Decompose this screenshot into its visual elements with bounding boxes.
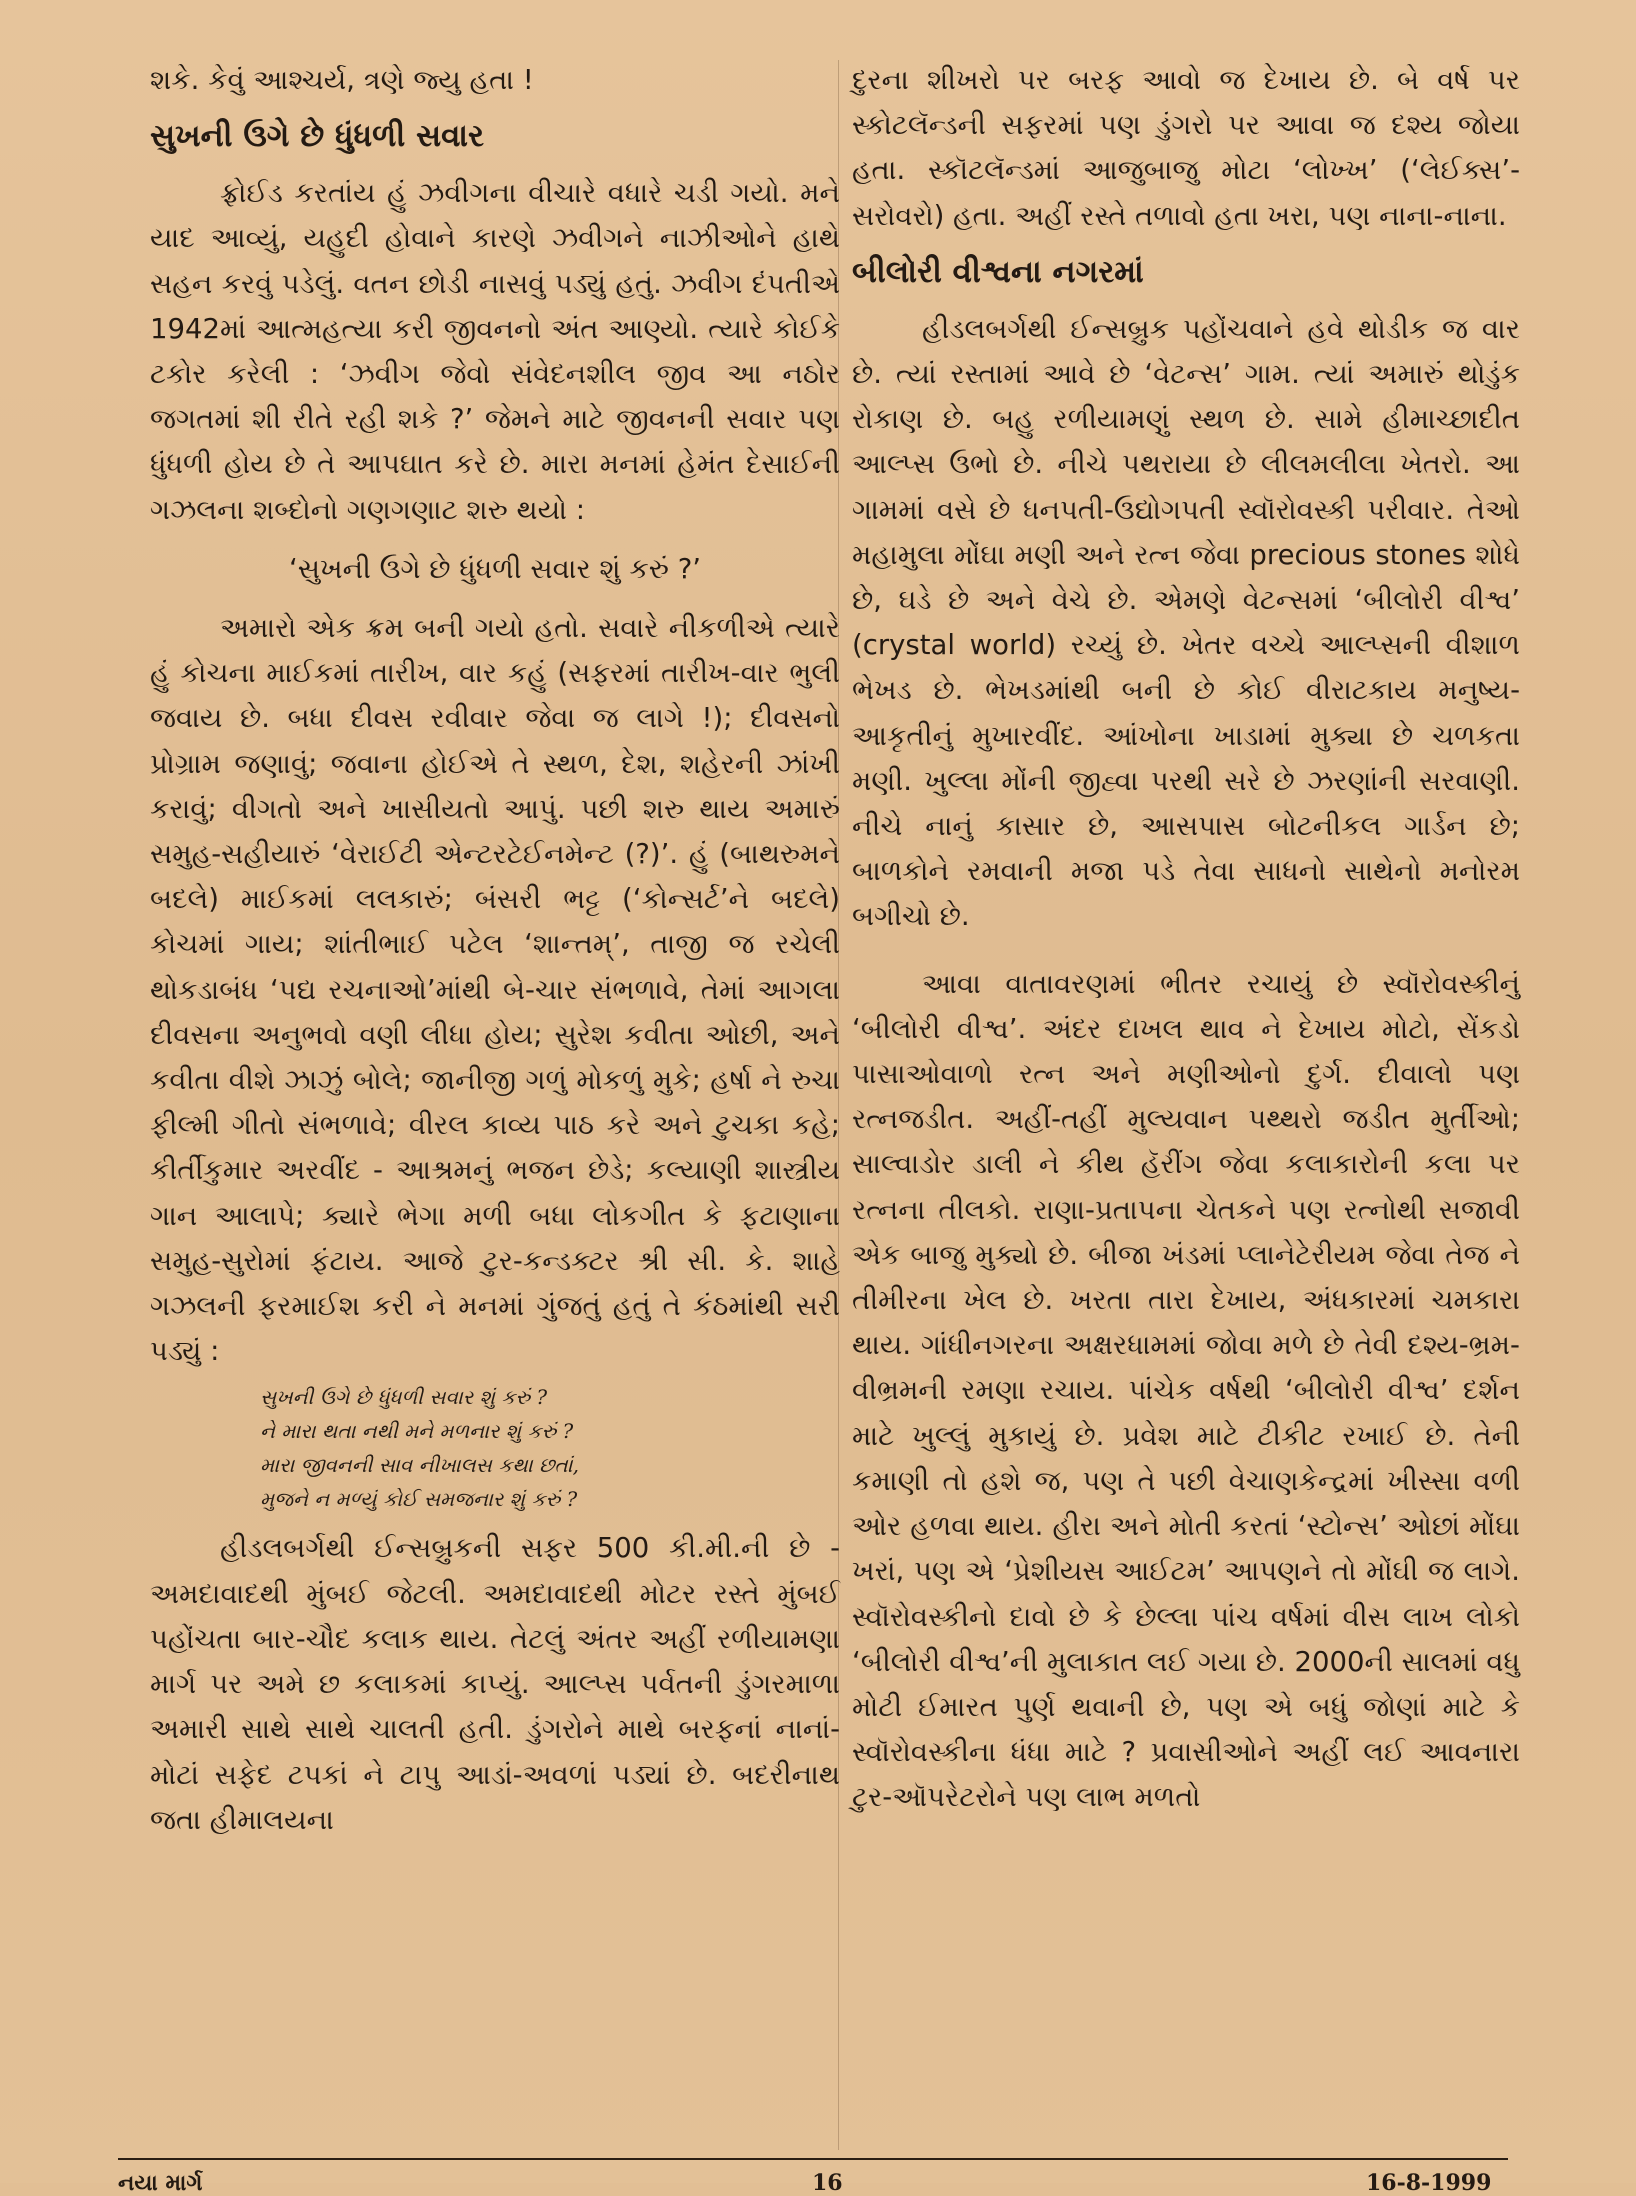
poem-block bbox=[260, 1380, 840, 1516]
left-column bbox=[150, 58, 840, 1843]
column-divider bbox=[838, 60, 839, 2150]
section-heading: સુખની ઉગે છે ધુંધળી સવાર bbox=[150, 118, 485, 155]
paragraph: અમારો એક ક્રમ બની ગયો હતો. સવારે નીકળીએ ત્યારે હું કોચના માઈકમાં તારીખ, વાર કહું (સફરમાં તારીખ-વાર ભુલી જવાય છે. બધા દીવસ રવીવાર જેવા જ લાગે !); દીવસનો પ્રોગ્રામ જણાવું; જવાના હોઈએ તે સ્થળ, દેશ, શહેરની ઝાંખી કરાવું; વીગતો અને ખાસીયતો આપું. પછી શરુ થાય અમારું સમુહ-સહીયારું ‘વેરાઈટી એન્ટરટેઈનમેન્ટ (?)’. હું (બાથરુમને બદલે) માઈકમાં લલકારું; બંસરી ભટ્ટ (‘કોન્સર્ટ’ને બદલે) કોચમાં ગાય; શાંતીભાઈ પટેલ ‘શાન્તમ્’, તાજી જ રચેલી થોકડાબંધ ‘પદ્ય રચનાઓ’માંથી બે-ચાર સંભળાવે, તેમાં આગલા દીવસના અનુભવો વણી લીધા હોય; સુરેશ કવીતા ઓછી, અને કવીતા વીશે ઝાઝું બોલે; જાનીજી ગળું મોકળું મુકે; હર્ષા ને રુચા ફીલ્મી ગીતો સંભળાવે; વીરલ કાવ્ય પાઠ કરે અને ટુચકા કહે; કીર્તીકુમાર અરવીંદ - આશ્રમનું ભજન છેડે; કલ્યાણી શાસ્ત્રીય ગાન આલાપે; ક્યારે ભેગા મળી બધા લોકગીત કે ફટાણાના સમુહ-સુરોમાં ફંટાય. આજે ટુર-કન્ડક્ટર શ્રી સી. કે. શાહે ગઝલની ફરમાઈશ કરી ને મનમાં ગુંજતું હતું તે કંઠમાંથી સરી પડ્યું : bbox=[150, 612, 840, 1368]
page-number: 16 bbox=[812, 2170, 843, 2196]
footer-rule bbox=[118, 2158, 1508, 2160]
poem-line: સુખની ઉગે છે ધુંધળી સવાર શું કરું ? bbox=[260, 1385, 548, 1410]
paragraph: ફ્રોઈડ કરતાંય હું ઝવીગના વીચારે વધારે ચડી ગયો. મને યાદ આવ્યું, યહુદી હોવાને કારણે ઝવીગને નાઝીઓને હાથે સહન કરવું પડેલું. વતન છોડી નાસવું પડ્યું હતું. ઝવીગ દંપતીએ 1942માં આત્મહત્યા કરી જીવનનો અંત આણ્યો. ત્યારે કોઈકે ટકોર કરેલી : ‘ઝવીગ જેવો સંવેદનશીલ જીવ આ નઠોર જગતમાં શી રીતે રહી શકે ?’ જેમને માટે જીવનની સવાર પણ ધુંધળી હોય છે તે આપઘાત કરે છે. મારા મનમાં હેમંત દેસાઈની ગઝલના શબ્દોનો ગણગણાટ શરુ થયો : bbox=[150, 177, 840, 526]
issue-date: 16-8-1999 bbox=[1366, 2170, 1492, 2196]
poem-line: મુજને ન મળ્યું કોઈ સમજનાર શું કરું ? bbox=[260, 1487, 578, 1512]
publication-name: નયા માર્ગ bbox=[118, 2170, 203, 2196]
paragraph: આવા વાતાવરણમાં ભીતર રચાયું છે સ્વૉરોવસ્કીનું ‘બીલોરી વીશ્વ’. અંદર દાખલ થાવ ને દેખાય મોટો, સેંકડો પાસાઓવાળો રત્ન અને મણીઓનો દુર્ગ. દીવાલો પણ રત્નજડીત. અહીં-તહીં મુલ્યવાન પથ્થરો જડીત મુર્તીઓ; સાલ્વાડોર ડાલી ને કીથ હૅરીંગ જેવા કલાકારોની કલા પર રત્નના તીલકો. રાણા-પ્રતાપના ચેતકને પણ રત્નોથી સજાવી એક બાજુ મુક્યો છે. બીજા ખંડમાં પ્લાનેટેરીયમ જેવા તેજ ને તીમીરના ખેલ છે. ખરતા તારા દેખાય, અંધકારમાં ચમકારા થાય. ગાંધીનગરના અક્ષરધામમાં જોવા મળે છે તેવી દશ્ય-ભ્રમ-વીભ્રમની રમણા રચાય. પાંચેક વર્ષથી ‘બીલોરી વીશ્વ’ દર્શન માટે ખુલ્લું મુકાયું છે. પ્રવેશ માટે ટીકીટ રખાઈ છે. તેની કમાણી તો હશે જ, પણ તે પછી વેચાણકેન્દ્રમાં ખીસ્સા વળી ઓર હળવા થાય. હીરા અને મોતી કરતાં ‘સ્ટોન્સ’ ઓછાં મોંઘા ખરાં, પણ એ ‘પ્રેશીયસ આઈટમ’ આપણને તો મોંઘી જ લાગે. સ્વૉરોવસ્કીનો દાવો છે કે છેલ્લા પાંચ વર્ષમાં વીસ લાખ લોકો ‘બીલોરી વીશ્વ’ની મુલાકાત લઈ ગયા છે. 2000ની સાલમાં વધુ મોટી ઈમારત પુર્ણ થવાની છે, પણ એ બધું જોણાં માટે કે સ્વૉરોવસ્કીના ધંધા માટે ? પ્રવાસીઓને અહીં લઈ આવનારા ટુર-ઑપરેટરોને પણ લાભ મળતો bbox=[852, 967, 1520, 1814]
right-column bbox=[852, 58, 1520, 1821]
paragraph: હીડલબર્ગથી ઈન્સબ્રુક પહોંચવાને હવે થોડીક જ વાર છે. ત્યાં રસ્તામાં આવે છે ‘વેટન્સ’ ગામ. ત્યાં અમારું થોડુંક રોકાણ છે. બહુ રળીયામણું સ્થળ છે. સામે હીમાચ્છાદીત આલ્પ્સ ઉભો છે. નીચે પથરાયા છે લીલમલીલા ખેતરો. આ ગામમાં વસે છે ધનપતી-ઉદ્યોગપતી સ્વૉરોવસ્કી પરીવાર. તેઓ મહામુલા મોંઘા મણી અને રત્ન જેવા precious stones શોધે છે, ઘડે છે અને વેચે છે. એમણે વેટન્સમાં ‘બીલોરી વીશ્વ’ (crystal world) રચ્યું છે. ખેતર વચ્ચે આલ્પ્સની વીશાળ ભેખડ છે. ભેખડમાંથી બની છે કોઈ વીરાટકાય મનુષ્ય-આકૃતીનું મુખારવીંદ. આંખોના ખાડામાં મુક્યા છે ચળકતા મણી. ખુલ્લા મોંની જીહ્વા પરથી સરે છે ઝરણાંની સરવાણી. નીચે નાનું કાસાર છે, આસપાસ બોટનીકલ ગાર્ડન છે; બાળકોને રમવાની મજા પડે તેવા સાધનો સાથેનો મનોરમ બગીચો છે. bbox=[852, 312, 1520, 933]
paragraph: શકે. કેવું આશ્ચર્ય, ત્રણે જ્યુ હતા ! bbox=[150, 64, 534, 96]
poem-line: મારા જીવનની સાવ નીખાલસ કથા છતાં, bbox=[260, 1453, 579, 1478]
section-heading: બીલોરી વીશ્વના નગરમાં bbox=[852, 253, 1144, 290]
paragraph: દુરના શીખરો પર બરફ આવો જ દેખાય છે. બે વર્ષ પર સ્કોટલૅન્ડની સફરમાં પણ ડુંગરો પર આવા જ દશ્ય જોયા હતા. સ્કૉટલૅન્ડમાં આજુબાજુ મોટા ‘લોખ્ખ’ (‘લેઈક્સ’-સરોવરો) હતા. અહીં રસ્તે તળાવો હતા ખરા, પણ નાના-નાના. bbox=[852, 64, 1520, 232]
quoted-line: ‘સુખની ઉગે છે ધુંધળી સવાર શું કરું ?’ bbox=[288, 552, 702, 585]
paragraph: હીડલબર્ગથી ઈન્સબ્રુકની સફર 500 કી.મી.ની છે - અમદાવાદથી મુંબઈ જેટલી. અમદાવાદથી મોટર રસ્તે મુંબઈ પહોંચતા બાર-ચૌદ કલાક થાય. તેટલું અંતર અહીં રળીયામણા માર્ગ પર અમે છ કલાકમાં કાપ્યું. આલ્પ્સ પર્વતની ડુંગરમાળા અમારી સાથે સાથે ચાલતી હતી. ડુંગરોને માથે બરફનાં નાનાં-મોટાં સફેદ ટપકાં ને ટાપુ આડાં-અવળાં પડ્યાં છે. બદરીનાથ જતા હીમાલયના bbox=[150, 1532, 840, 1836]
poem-line: ને મારા થતા નથી મને મળનાર શું કરું ? bbox=[260, 1419, 574, 1444]
